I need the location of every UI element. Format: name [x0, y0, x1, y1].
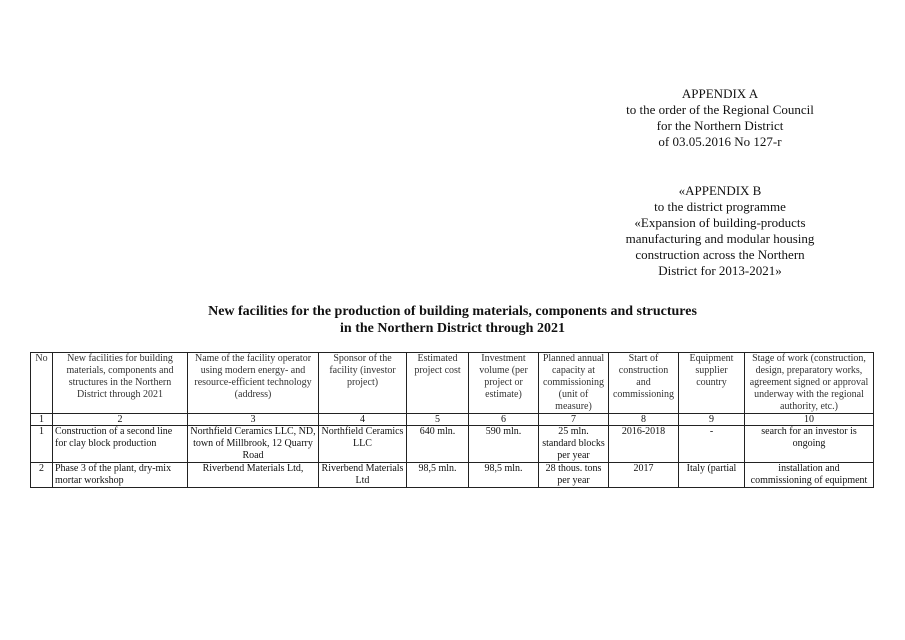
document-title-line: in the Northern District through 2021 [340, 321, 565, 336]
row-number: 2 [31, 463, 53, 488]
appendix-b-line: manufacturing and modular housing [625, 231, 815, 246]
document-title [40, 303, 865, 337]
row-number: 1 [31, 426, 53, 463]
operator-address: Northfield Ceramics LLC, ND, town of Millbrook, 12 Quarry Road [188, 426, 319, 463]
column-number: 2 [53, 414, 188, 426]
header-cell: Planned annual capacity at commissioning (unit of measure) [539, 353, 609, 414]
appendix-a-line: of 03.05.2016 No 127-r [658, 134, 782, 149]
operator-address: Riverbend Materials Ltd, [188, 463, 319, 488]
appendix-a-line: APPENDIX A [681, 86, 759, 101]
column-number: 10 [745, 414, 874, 426]
column-number-row [31, 414, 874, 426]
equipment-country: - [679, 426, 745, 463]
header-cell: Stage of work (construction, design, preparatory works, agreement signed or approval underway with the regional authority, etc.) [745, 353, 874, 414]
construction-period: 2017 [609, 463, 679, 488]
appendix-a-line: to the order of the Regional Council [626, 102, 814, 117]
header-cell: Name of the facility operator using modern energy- and resource-efficient technology (address) [188, 353, 319, 414]
appendix-b-line: «Expansion of building-products [634, 215, 806, 230]
table-row [31, 426, 874, 463]
table-row [31, 463, 874, 488]
appendix-b-block [548, 183, 892, 279]
header-cell: New facilities for building materials, components and structures in the Northern District through 2021 [53, 353, 188, 414]
table-header-row [31, 353, 874, 414]
annual-capacity: 28 thous. tons per year [539, 463, 609, 488]
appendix-a-block [560, 86, 880, 150]
initiator: Riverbend Materials Ltd [319, 463, 407, 488]
appendix-a-line: for the Northern District [656, 118, 784, 133]
column-number: 7 [539, 414, 609, 426]
investment-volume: 590 mln. [469, 426, 539, 463]
appendix-b-line: «APPENDIX B [678, 183, 762, 198]
document-title-line: New facilities for the production of building materials, components and structures [208, 304, 697, 319]
header-cell: Start of construction and commissioning [609, 353, 679, 414]
equipment-country: Italy (partial [679, 463, 745, 488]
annual-capacity: 25 mln. standard blocks per year [539, 426, 609, 463]
column-number: 8 [609, 414, 679, 426]
appendix-b-line: to the district programme [654, 199, 786, 214]
column-number: 1 [31, 414, 53, 426]
header-cell: Estimated project cost [407, 353, 469, 414]
column-number: 6 [469, 414, 539, 426]
column-number: 4 [319, 414, 407, 426]
header-cell: Sponsor of the facility (investor project) [319, 353, 407, 414]
work-stage: search for an investor is ongoing [745, 426, 874, 463]
facilities-table [30, 352, 874, 488]
facility-name: Construction of a second line for clay block production [53, 426, 188, 463]
construction-period: 2016-2018 [609, 426, 679, 463]
investment-volume: 98,5 mln. [469, 463, 539, 488]
header-cell: No [31, 353, 53, 414]
header-cell: Equipment supplier country [679, 353, 745, 414]
work-stage: installation and commissioning of equipment [745, 463, 874, 488]
initiator: Northfield Ceramics LLC [319, 426, 407, 463]
estimated-cost: 640 mln. [407, 426, 469, 463]
appendix-b-line: District for 2013-2021» [658, 263, 782, 278]
header-cell: Investment volume (per project or estimate) [469, 353, 539, 414]
estimated-cost: 98,5 mln. [407, 463, 469, 488]
column-number: 3 [188, 414, 319, 426]
column-number: 5 [407, 414, 469, 426]
facility-name: Phase 3 of the plant, dry-mix mortar workshop [53, 463, 188, 488]
column-number: 9 [679, 414, 745, 426]
appendix-b-line: construction across the Northern [635, 247, 805, 262]
